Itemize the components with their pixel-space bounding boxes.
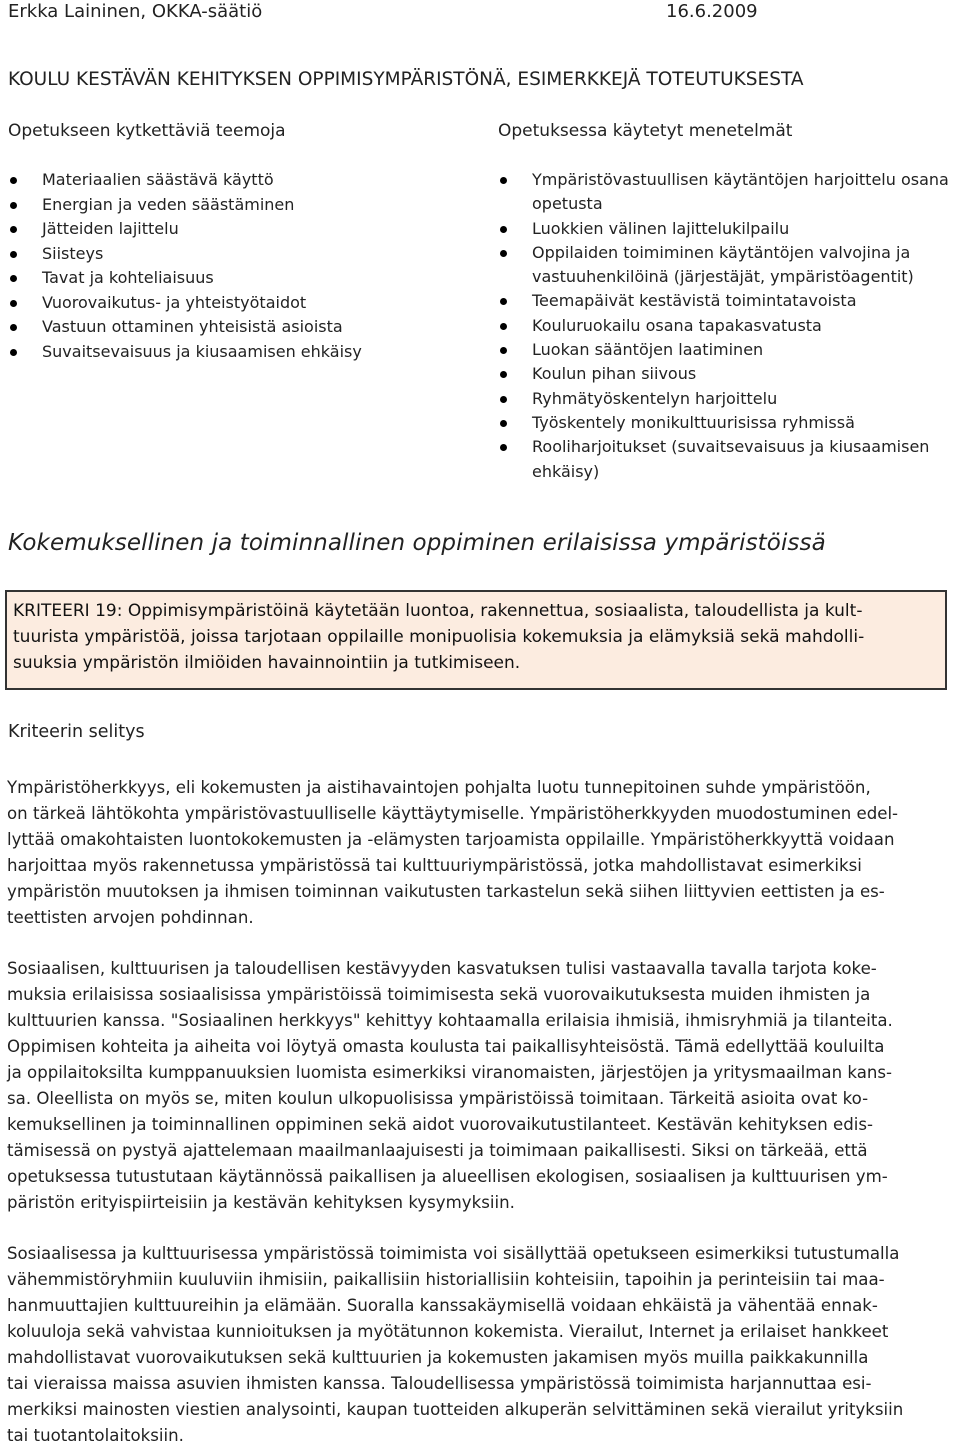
method-text: Teemapäivät kestävistä toimintatavoista	[532, 291, 857, 311]
theme-text: Tavat ja kohteliaisuus	[42, 268, 214, 287]
bullet-icon	[500, 226, 507, 233]
bullet-icon	[500, 323, 507, 330]
method-text: Ympäristövastuullisen käytäntöjen harjoittelu osana opetusta	[532, 170, 949, 214]
bullet-icon	[10, 226, 17, 233]
paragraph-social	[7, 956, 957, 1216]
bullet-icon	[500, 347, 507, 354]
explanation-heading: Kriteerin selitys	[8, 722, 145, 742]
paragraph-line: tai tuotantolaitoksiin.	[7, 1426, 184, 1445]
paragraph-line: vähemmistöryhmiin kuuluviin ihmisiin, paikallisiin historiallisiin kohteisiin, tapoihin ja perinteisiin tai maa-	[7, 1270, 885, 1289]
bullet-icon	[500, 371, 507, 378]
bullet-icon	[500, 396, 507, 403]
bullet-icon	[500, 420, 507, 427]
theme-text: Suvaitsevaisuus ja kiusaamisen ehkäisy	[42, 341, 362, 361]
bullet-icon	[10, 300, 17, 307]
theme-text: Vastuun ottaminen yhteisistä asioista	[42, 317, 343, 336]
methods-list	[498, 168, 958, 484]
paragraph-line: ja oppilaitoksilta kumppanuuksien luomista esimerkiksi viranomaisten, järjestöjen ja yritysmaailman kans-	[7, 1063, 893, 1082]
method-item	[498, 289, 958, 313]
bullet-icon	[500, 298, 507, 305]
method-item	[498, 387, 958, 411]
method-text: Luokan sääntöjen laatiminen	[532, 340, 764, 360]
method-item	[498, 362, 958, 386]
paragraph-line: koluuloja sekä vahvistaa kunnioituksen ja myötätunnon kokemista. Vierailut, Internet ja erilaiset hankkeet	[7, 1322, 889, 1341]
paragraph-line: ympäristön muutoksen ja ihmisen toiminnan vaikutusten tarkastelun sekä siihen liittyvien eettisten ja es-	[7, 882, 885, 901]
bullet-icon	[10, 202, 17, 209]
criterion-line: suuksia ympäristön ilmiöiden havainnointiin ja tutkimiseen.	[13, 653, 521, 673]
bullet-icon	[500, 444, 507, 451]
paragraph-cultural	[7, 1241, 957, 1449]
paragraph-line: muksia erilaisissa sosiaalisissa ympäristöissä toimimisesta sekä vuorovaikutuksesta muiden ihmisten ja	[7, 985, 871, 1004]
criterion-line: tuurista ympäristöä, joissa tarjotaan oppilaille monipuolisia kokemuksia ja elämyksiä sekä mahdolli-	[13, 627, 865, 647]
paragraph-line: päristön erityispiirteisiin ja kestävän kehityksen kysymyksiin.	[7, 1193, 515, 1212]
paragraph-line: Ympäristöherkkyys, eli kokemusten ja aistihavaintojen pohjalta luotu tunnepitoinen suhde ympäristöön,	[7, 778, 871, 797]
paragraph-line: tai vieraissa maissa asuvien ihmisten kanssa. Taloudellisessa ympäristössä toimimista harjannuttaa esi-	[7, 1374, 872, 1393]
bullet-icon	[10, 349, 17, 356]
theme-text: Energian ja veden säästäminen	[42, 194, 295, 214]
paragraph-line: mahdollistavat vuorovaikutuksen sekä kulttuurien ja kokemusten jakamisen myös muilla paikkakunnilla	[7, 1348, 869, 1367]
themes-heading: Opetukseen kytkettäviä teemoja	[8, 121, 286, 141]
theme-text: Siisteys	[42, 243, 104, 263]
header-date: 16.6.2009	[666, 1, 758, 22]
method-text: Ryhmätyöskentelyn harjoittelu	[532, 388, 778, 408]
themes-list-container	[8, 168, 448, 364]
method-text: Luokkien välinen lajittelukilpailu	[532, 218, 790, 238]
theme-item	[8, 315, 448, 340]
method-text: Oppilaiden toimiminen käytäntöjen valvojina ja vastuuhenkilöinä (järjestäjät, ympäristöagentit)	[532, 242, 914, 287]
paragraph-line: opetuksessa tutustutaan käytännössä paikallisen ja alueellisen ekologisen, sosiaalisen ja kulttuurisen ym-	[7, 1167, 888, 1186]
theme-item	[8, 266, 448, 291]
paragraph-line: lyttää omakohtaisten luontokokemusten ja -elämysten tarjoamista oppilaille. Ympäristöherkkyyttä voidaan	[7, 830, 895, 849]
methods-list-container	[498, 168, 958, 484]
method-item	[498, 411, 958, 435]
theme-item	[8, 340, 448, 365]
paragraph-line: merkiksi mainosten viestien analysointi, kaupan tuotteiden alkuperän selvittäminen sekä vierailut yrityksiin	[7, 1400, 904, 1419]
method-item	[498, 314, 958, 338]
method-item	[498, 338, 958, 362]
method-item	[498, 241, 958, 290]
theme-item	[8, 242, 448, 267]
paragraph-line: sa. Oleellista on myös se, miten koulun ulkopuolisissa ympäristöissä toimitaan. Tärkeitä asioita ovat ko-	[7, 1089, 869, 1108]
theme-item	[8, 168, 448, 193]
paragraph-line: hanmuuttajien kulttuureihin ja elämään. Suoralla kanssakäymisellä voidaan ehkäistä ja vähentää ennak-	[7, 1296, 878, 1315]
bullet-icon	[500, 250, 507, 257]
bullet-icon	[500, 177, 507, 184]
theme-item	[8, 291, 448, 316]
method-text: Rooliharjoitukset (suvaitsevaisuus ja kiusaamisen ehkäisy)	[532, 437, 930, 481]
theme-item	[8, 217, 448, 242]
bullet-icon	[10, 251, 17, 258]
paragraph-line: kemuksellinen ja toiminnallinen oppiminen sekä aidot vuorovaikutustilanteet. Kestävän kehityksen edis-	[7, 1115, 874, 1134]
method-item	[498, 168, 958, 217]
paragraph-line: on tärkeä lähtökohta ympäristövastuulliselle käyttäytymiselle. Ympäristöherkkyyden muodostuminen edel-	[7, 804, 899, 823]
themes-list	[8, 168, 448, 364]
methods-heading: Opetuksessa käytetyt menetelmät	[498, 121, 793, 141]
paragraph-line: harjoittaa myös rakennetussa ympäristössä tai kulttuuriympäristössä, jotka mahdollistavat esimerkiksi	[7, 856, 862, 875]
section-heading: Kokemuksellinen ja toiminnallinen oppiminen erilaisissa ympäristöissä	[8, 530, 826, 556]
bullet-icon	[10, 324, 17, 331]
paragraph-sensitivity	[7, 775, 957, 931]
criterion-line: KRITEERI 19: Oppimisympäristöinä käytetään luontoa, rakennettua, sosiaalista, taloudellista ja kult-	[13, 601, 863, 621]
paragraph-line: Oppimisen kohteita ja aiheita voi löytyä omasta koulusta tai paikallisyhteisöstä. Tämä edellyttää kouluilta	[7, 1037, 885, 1056]
document-title: KOULU KESTÄVÄN KEHITYKSEN OPPIMISYMPÄRISTÖNÄ, ESIMERKKEJÄ TOTEUTUKSESTA	[8, 69, 804, 90]
method-item	[498, 217, 958, 241]
paragraph-line: tämisessä on pystyä ajattelemaan maailmanlaajuisesti ja toimimaan paikallisesti. Siksi on tärkeää, että	[7, 1141, 868, 1160]
method-text: Työskentely monikulttuurisissa ryhmissä	[532, 412, 855, 432]
theme-text: Materiaalien säästävä käyttö	[42, 170, 274, 189]
paragraph-line: Sosiaalisen, kulttuurisen ja taloudellisen kestävyyden kasvatuksen tulisi vastaavalla tavalla tarjota koke-	[7, 959, 877, 978]
bullet-icon	[10, 177, 17, 184]
theme-text: Vuorovaikutus- ja yhteistyötaidot	[42, 292, 307, 312]
method-text: Koulun pihan siivous	[532, 364, 697, 384]
paragraph-line: kulttuurien kanssa. "Sosiaalinen herkkyys" kehittyy kohtaamalla erilaisia ihmisiä, ihmisryhmiä ja tilanteita.	[7, 1011, 893, 1030]
paragraph-line: teettisten arvojen pohdinnan.	[7, 908, 254, 927]
theme-item	[8, 193, 448, 218]
bullet-icon	[10, 275, 17, 282]
method-item	[498, 435, 958, 484]
paragraph-line: Sosiaalisessa ja kulttuurisessa ympäristössä toimimista voi sisällyttää opetukseen esimerkiksi tutustumalla	[7, 1244, 900, 1263]
method-text: Kouluruokailu osana tapakasvatusta	[532, 315, 822, 335]
theme-text: Jätteiden lajittelu	[42, 219, 179, 238]
criterion-box	[5, 590, 947, 690]
header-author: Erkka Laininen, OKKA-säätiö	[8, 1, 263, 22]
